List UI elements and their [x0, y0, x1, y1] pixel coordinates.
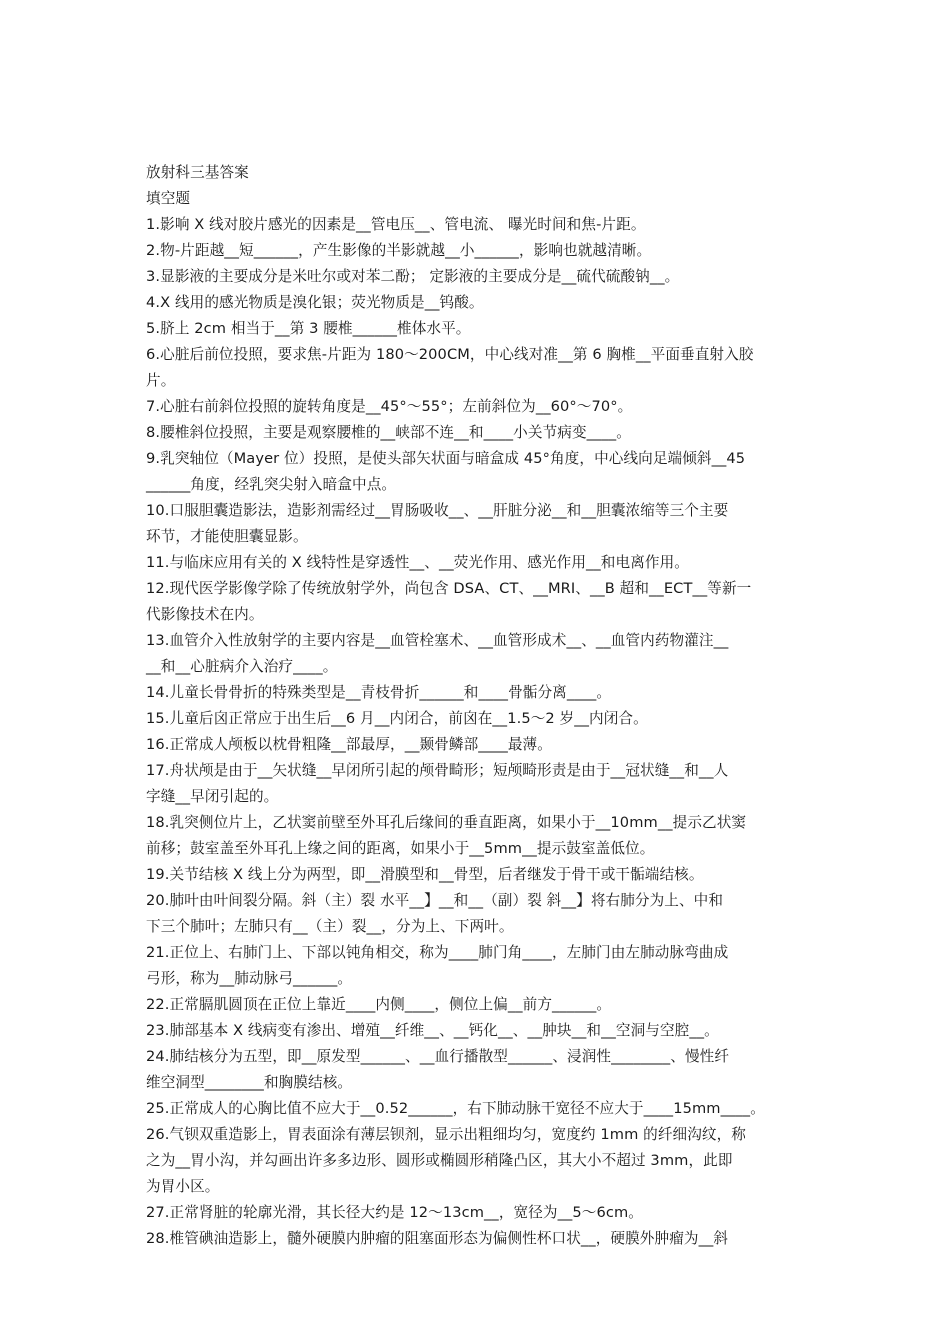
document-body	[146, 212, 814, 1252]
text-line: 10.口服胆囊造影法，造影剂需经过__胃肠吸收__、__肝脏分泌__和__胆囊浓缩等三个主要	[146, 502, 729, 519]
text-line: 片。	[146, 372, 176, 389]
text-line: 15.儿童后囟正常应于出生后__6 月__内闭合，前囟在__1.5～2 岁__内闭合。	[146, 710, 648, 727]
text-line: 5.脐上 2cm 相当于__第 3 腰椎______椎体水平。	[146, 320, 471, 337]
text-line: 12.现代医学影像学除了传统放射学外，尚包含 DSA、CT、__MRI、__B 超和__ECT__等新一	[146, 580, 752, 597]
text-line: 26.气钡双重造影上，胃表面涂有薄层钡剂，显示出粗细均匀，宽度约 1mm 的纤细沟纹，称	[146, 1126, 746, 1143]
text-line: 4.X 线用的感光物质是溴化银；荧光物质是__钨酸。	[146, 294, 484, 311]
document-page	[146, 160, 814, 1252]
text-line: 19.关节结核 X 线上分为两型，即__滑膜型和__骨型，后者继发于骨干或干骺端结核。	[146, 866, 704, 883]
text-line: 8.腰椎斜位投照，主要是观察腰椎的__峡部不连__和____小关节病变____。	[146, 424, 631, 441]
text-line: 字缝__早闭引起的。	[146, 788, 279, 805]
document-title: 放射科三基答案	[146, 164, 249, 181]
text-line: 17.舟状颅是由于__矢状缝__早闭所引起的颅骨畸形；短颅畸形责是由于__冠状缝__和__人	[146, 762, 729, 779]
text-line: 16.正常成人颅板以枕骨粗隆__部最厚，__颞骨鳞部____最薄。	[146, 736, 552, 753]
text-line: 27.正常肾脏的轮廓光滑，其长径大约是 12～13cm__，宽径为__5～6cm。	[146, 1204, 643, 1221]
text-line: 前移；鼓室盖至外耳孔上缘之间的距离，如果小于__5mm__提示鼓室盖低位。	[146, 840, 655, 857]
text-line: 25.正常成人的心胸比值不应大于__0.52______，右下肺动脉干宽径不应大于____15mm____。	[146, 1100, 765, 1117]
text-line: 13.血管介入性放射学的主要内容是__血管栓塞术、__血管形成术__、__血管内药物灌注__	[146, 632, 729, 649]
text-line: 6.心脏后前位投照，要求焦-片距为 180～200CM，中心线对准__第 6 胸椎__平面垂直射入胶	[146, 346, 754, 363]
text-line: 3.显影液的主要成分是米吐尔或对苯二酚； 定影液的主要成分是__硫代硫酸钠__。	[146, 268, 680, 285]
text-line: 维空洞型________和胸膜结核。	[146, 1074, 353, 1091]
text-line: 为胃小区。	[146, 1178, 220, 1195]
text-line: 1.影响 X 线对胶片感光的因素是__管电压__、管电流、 曝光时间和焦-片距。	[146, 216, 646, 233]
text-line: 9.乳突轴位（Mayer 位）投照，是使头部矢状面与暗盒成 45°角度，中心线向足端倾斜__45	[146, 450, 746, 467]
text-line: 之为__胃小沟，并勾画出许多多边形、圆形或椭圆形稍隆凸区，其大小不超过 3mm，此即	[146, 1152, 733, 1169]
text-line: 11.与临床应用有关的 X 线特性是穿透性__、__荧光作用、感光作用__和电离作用。	[146, 554, 689, 571]
section-heading: 填空题	[146, 190, 191, 207]
text-line: 21.正位上、右肺门上、下部以钝角相交，称为____肺门角____，左肺门由左肺动脉弯曲成	[146, 944, 729, 961]
text-line: 弓形，称为__肺动脉弓______。	[146, 970, 353, 987]
text-line: 下三个肺叶；左肺只有__（主）裂__，分为上、下两叶。	[146, 918, 514, 935]
text-line: 18.乳突侧位片上，乙状窦前壁至外耳孔后缘间的垂直距离，如果小于__10mm__提示乙状窦	[146, 814, 747, 831]
text-line: ______角度，经乳突尖射入暗盒中点。	[146, 476, 397, 493]
text-line: 7.心脏右前斜位投照的旋转角度是__45°～55°；左前斜位为__60°～70°。	[146, 398, 633, 415]
text-line: __和__心脏病介入治疗____。	[146, 658, 338, 675]
text-line: 14.儿童长骨骨折的特殊类型是__青枝骨折______和____骨骺分离____。	[146, 684, 612, 701]
text-line: 2.物-片距越__短______，产生影像的半影就越__小______，影响也就越清晰。	[146, 242, 652, 259]
text-line: 20.肺叶由叶间裂分隔。斜（主）裂 水平__】__和__（副）裂 斜__】将右肺分为上、中和	[146, 892, 724, 909]
text-line: 28.椎管碘油造影上，髓外硬膜内肿瘤的阻塞面形态为偏侧性杯口状__，硬膜外肿瘤为__斜	[146, 1230, 729, 1247]
text-line: 代影像技术在内。	[146, 606, 264, 623]
text-line: 23.肺部基本 X 线病变有渗出、增殖__纤维__、__钙化__、__肿块__和__空洞与空腔__。	[146, 1022, 719, 1039]
text-line: 22.正常膈肌圆顶在正位上靠近____内侧____，侧位上偏__前方______。	[146, 996, 612, 1013]
text-line: 24.肺结核分为五型，即__原发型______、__血行播散型______、浸润性________、慢性纤	[146, 1048, 730, 1065]
text-line: 环节，才能使胆囊显影。	[146, 528, 308, 545]
